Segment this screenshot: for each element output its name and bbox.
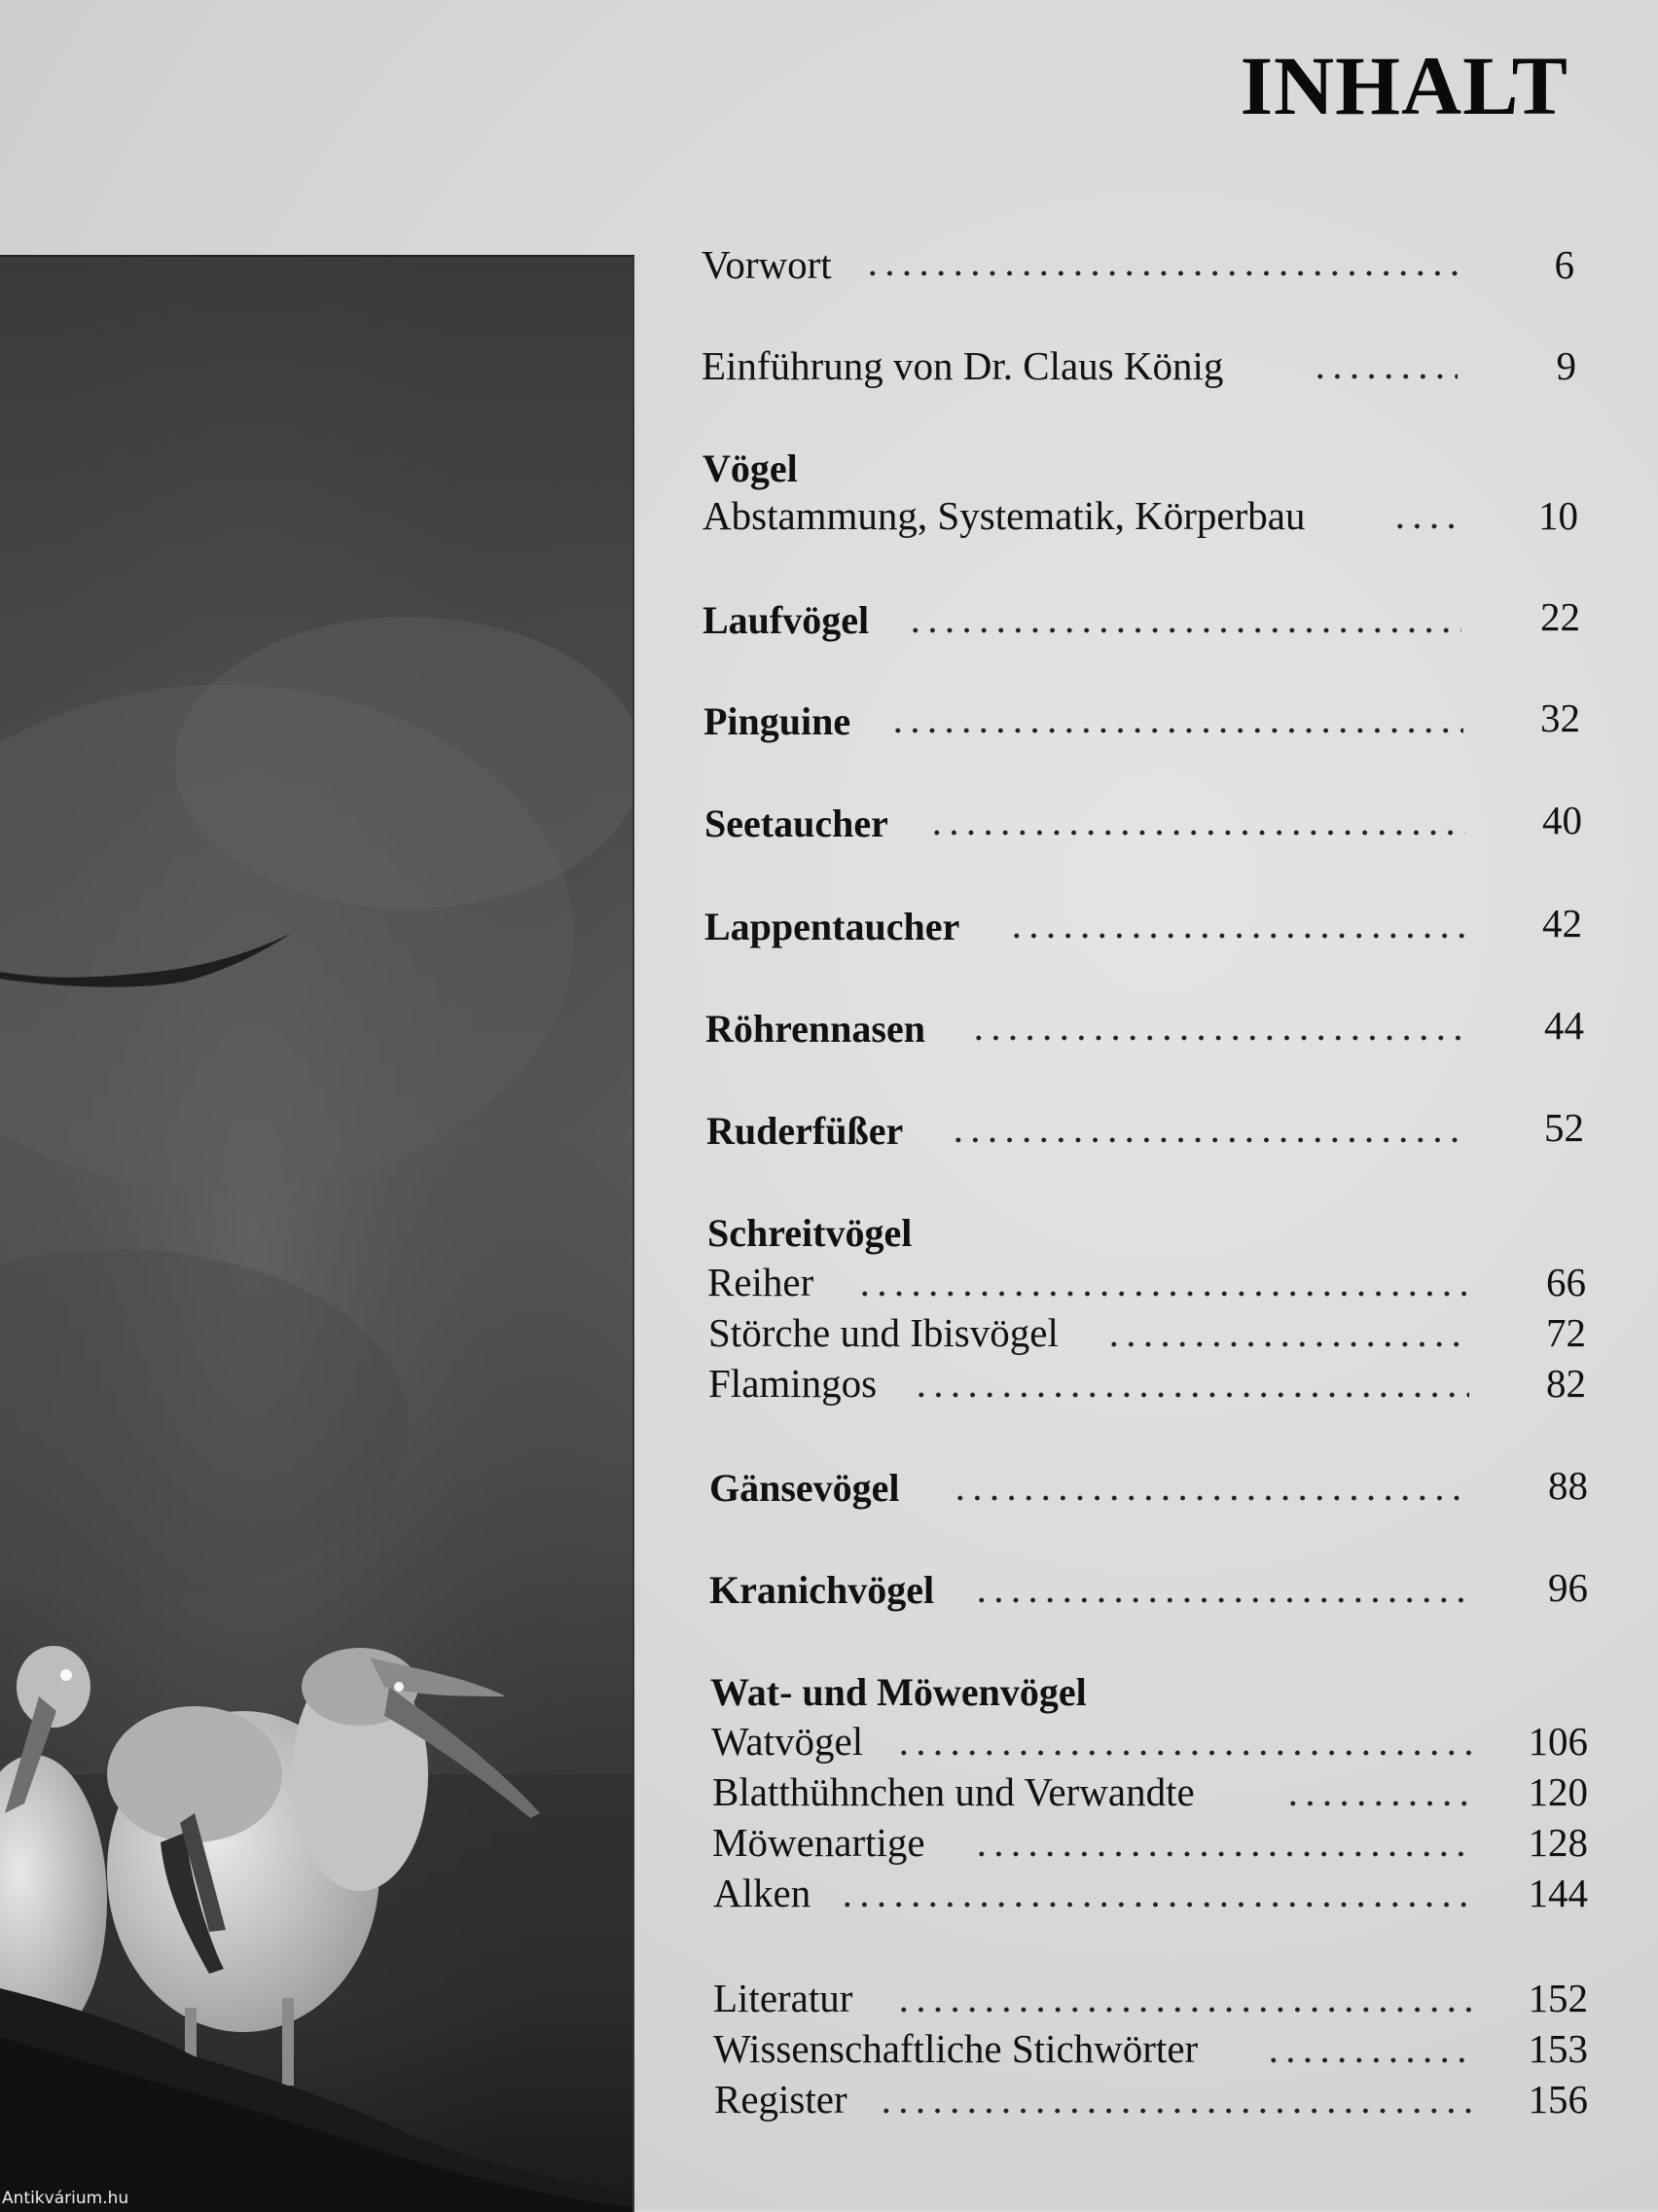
leader-dots: [1265, 2055, 1471, 2065]
leader-dots: [970, 1033, 1466, 1043]
leader-dots: [839, 1900, 1471, 1909]
toc-entry-label: Flamingos: [708, 1361, 878, 1406]
toc-page-number: 10: [1538, 493, 1578, 538]
leader-dots: [913, 1390, 1469, 1400]
leader-dots: [952, 1493, 1471, 1503]
toc-page-number: 9: [1556, 343, 1576, 388]
toc-page-number: 96: [1548, 1565, 1588, 1610]
toc-entry-label: Störche und Ibisvögel: [708, 1310, 1059, 1355]
toc-entry-label: Einführung von Dr. Claus König: [702, 343, 1224, 388]
toc-entry-label: Blatthühnchen und Verwandte: [712, 1769, 1195, 1814]
toc-entry-label: Seetaucher: [704, 802, 888, 845]
leader-dots: [1105, 1339, 1469, 1349]
leader-dots: [950, 1135, 1467, 1145]
toc-page-number: 88: [1548, 1463, 1588, 1508]
toc-entry-label: Pinguine: [703, 699, 851, 743]
toc-page-number: 44: [1544, 1003, 1584, 1048]
leader-dots: [1391, 521, 1460, 531]
leader-dots: [907, 625, 1461, 635]
toc-page-number: 6: [1554, 242, 1574, 287]
toc-page-number: 144: [1528, 1871, 1588, 1915]
toc-entry-label: Röhrennasen: [705, 1007, 925, 1051]
watermark: Antikvárium.hu: [2, 2189, 129, 2208]
toc-page-number: 153: [1528, 2026, 1588, 2071]
toc-page-number: 42: [1542, 901, 1582, 945]
toc-entry-label: Laufvögel: [703, 598, 870, 642]
leader-dots: [895, 2005, 1471, 2015]
toc-entry-label: Gänsevögel: [709, 1466, 900, 1510]
toc-page-number: 32: [1540, 696, 1580, 740]
toc-entry-label: Wissenschaftliche Stichwörter: [713, 2026, 1199, 2071]
leader-dots: [928, 828, 1465, 838]
leader-dots: [973, 1849, 1471, 1859]
toc-section-heading: Vögel: [703, 446, 798, 490]
toc-page-number: 106: [1528, 1719, 1588, 1764]
toc-page-number: 52: [1544, 1105, 1584, 1150]
toc-entry-label: Ruderfüßer: [706, 1109, 904, 1153]
toc-entry-label: Alken: [713, 1871, 811, 1915]
toc-page-number: 128: [1528, 1820, 1588, 1865]
leader-dots: [1008, 931, 1465, 941]
toc-section-heading: Wat- und Möwenvögel: [710, 1670, 1087, 1714]
toc-entry-label: Literatur: [713, 1976, 853, 2020]
toc-page-number: 82: [1546, 1361, 1586, 1406]
leader-dots: [878, 2106, 1471, 2116]
leader-dots: [895, 1748, 1471, 1758]
leader-dots: [889, 726, 1463, 735]
toc-page-number: 40: [1542, 798, 1582, 842]
leader-dots: [1312, 372, 1458, 381]
toc-page-number: 156: [1528, 2077, 1588, 2122]
toc-page-number: 152: [1528, 1976, 1588, 2020]
toc-entry-label: Lappentaucher: [704, 905, 960, 948]
toc-page-number: 72: [1546, 1310, 1586, 1355]
toc-entry-label: Abstammung, Systematik, Körperbau: [703, 493, 1306, 538]
leader-dots: [864, 268, 1458, 278]
toc-entry-label: Vorwort: [702, 242, 832, 287]
page-title: INHALT: [1240, 39, 1568, 132]
toc-entry-label: Register: [714, 2077, 847, 2122]
toc-page-number: 66: [1546, 1260, 1586, 1304]
leader-dots: [856, 1289, 1469, 1299]
toc-section-heading: Schreitvögel: [707, 1211, 913, 1255]
toc-entry-label: Kranichvögel: [709, 1568, 935, 1612]
toc-page-number: 120: [1528, 1769, 1588, 1814]
leader-dots: [1284, 1799, 1471, 1808]
leader-dots: [973, 1595, 1471, 1605]
toc-entry-label: Watvögel: [711, 1719, 864, 1764]
toc-page-number: 22: [1540, 594, 1580, 639]
toc-entry-label: Reiher: [707, 1260, 814, 1304]
toc-entry-label: Möwenartige: [712, 1820, 925, 1865]
